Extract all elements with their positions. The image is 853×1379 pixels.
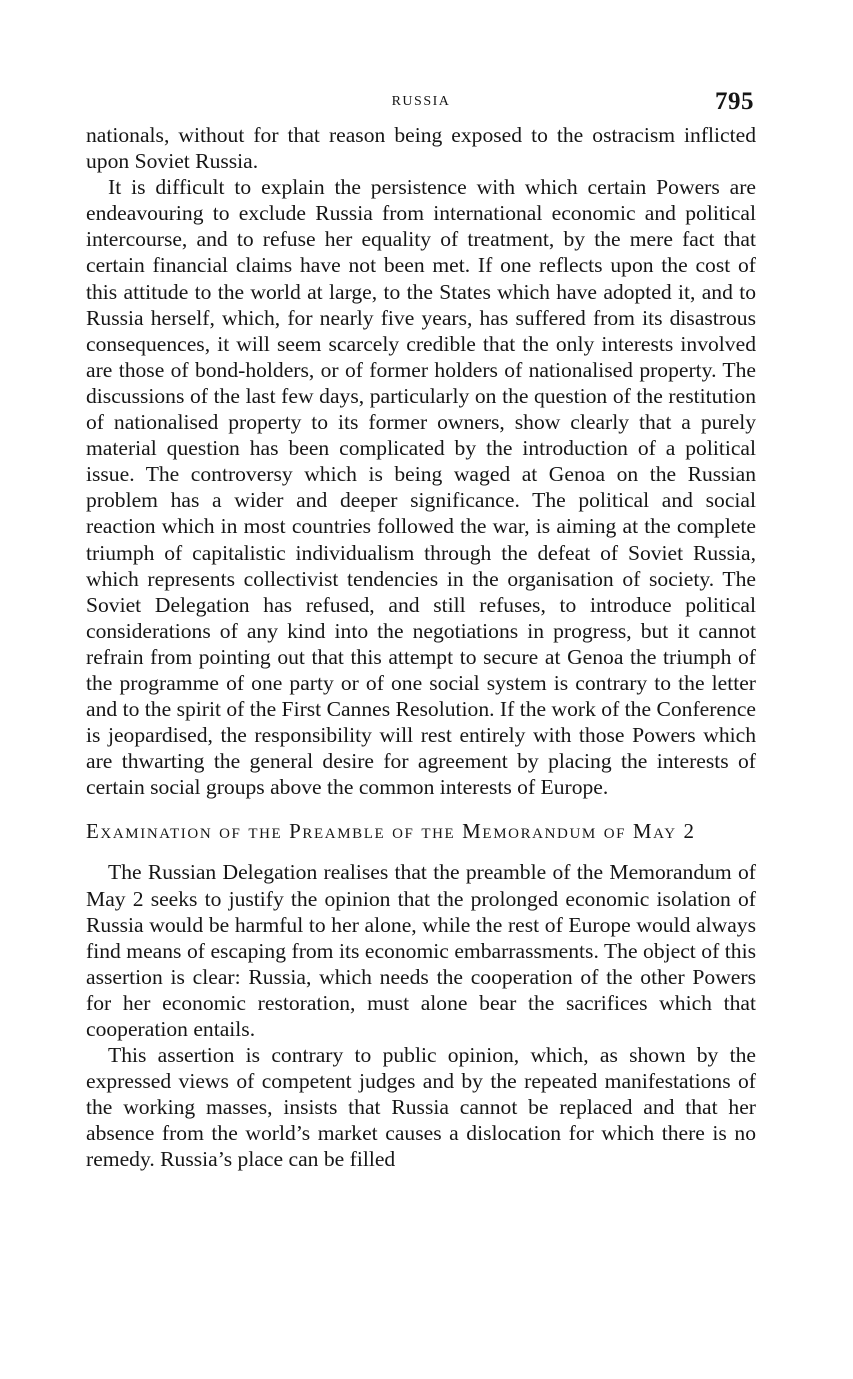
paragraph-public-opinion: This assertion is contrary to public opinion, which, as shown by the expressed views of competent judges and by the repeated manifestations of the working masses, insists that Russia cannot be replaced and that her absence from the world’s market causes a dislocation for which there is no remedy. Russia’s place can be filled	[86, 1043, 756, 1172]
running-head	[86, 88, 756, 122]
page-number: 795	[715, 88, 754, 115]
section-heading: Examination of the Preamble of the Memorandum of May 2	[86, 819, 696, 844]
book-page	[86, 88, 756, 1173]
paragraph-preamble: The Russian Delegation realises that the preamble of the Memorandum of May 2 seeks to justify the opinion that the prolonged economic isolation of Russia would be harmful to her alone, while the rest of Europe would always find means of escaping from its economic embarrassments. The object of this assertion is clear: Russia, which needs the cooperation of the other Powers for her economic restoration, must alone bear the sacrifices which that cooperation entails.	[86, 860, 756, 1041]
running-title: RUSSIA	[391, 94, 451, 109]
paragraph-continuation: nationals, without for that reason being exposed to the ostracism inflicted upon Soviet Russia.	[86, 123, 756, 174]
paragraph-persistence: It is difficult to explain the persistence with which certain Powers are endeavouring to exclude Russia from international economic and political intercourse, and to refuse her equality of treatment, by the mere fact that certain financial claims have not been met. If one reflects upon the cost of this attitude to the world at large, to the States which have adopted it, and to Russia herself, which, for nearly five years, has suffered from its disastrous consequences, it will seem scarcely credible that the only interests involved are those of bond-holders, or of former holders of nationalised property. The discussions of the last few days, particularly on the question of the restitution of nationalised property to its former owners, show clearly that a purely material question has been complicated by the introduction of a political issue. The controversy which is being waged at Genoa on the Russian problem has a wider and deeper significance. The political and social reaction which in most countries followed the war, is aiming at the complete triumph of capitalistic individualism through the defeat of Soviet Russia, which represents collectivist tendencies in the organisation of society. The Soviet Delegation has refused, and still refuses, to introduce political considerations of any kind into the negotiations in progress, but it cannot refrain from pointing out that this attempt to secure at Genoa the triumph of the programme of one party or of one social system is contrary to the letter and to the spirit of the First Cannes Resolution. If the work of the Conference is jeopardised, the responsibility will rest entirely with those Powers which are thwarting the general desire for agreement by placing the interests of certain social groups above the common interests of Europe.	[86, 175, 756, 800]
